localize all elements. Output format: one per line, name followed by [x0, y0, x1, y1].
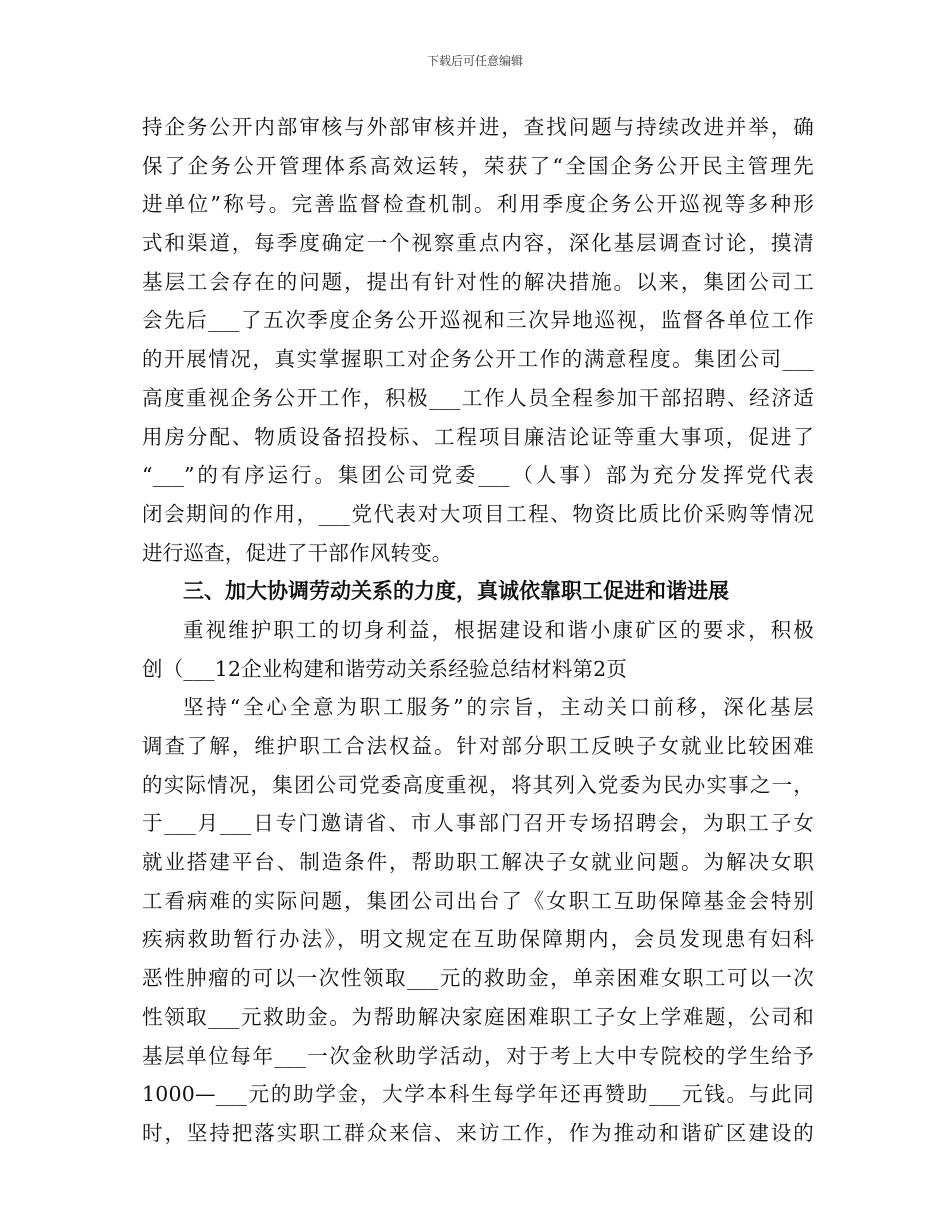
body-line: 工看病难的实际问题，集团公司出台了《女职工互助保障基金会特别 [142, 888, 814, 913]
document-body [142, 108, 814, 1153]
body-line: 重视维护职工的切身利益，根据建设和谐小康矿区的要求，积极 [183, 617, 814, 642]
body-line: 持企务公开内部审核与外部审核并进，查找问题与持续改进并举，确 [142, 115, 814, 139]
body-line: 闭会期间的作用，___党代表对大项目工程、物资比质比价采购等情况 [142, 501, 814, 526]
body-line: 会先后___了五次季度企务公开巡视和三次异地巡视，监督各单位工作 [142, 308, 814, 333]
body-line: 用房分配、物质设备招投标、工程项目廉洁论证等重大事项，促进了 [142, 424, 814, 449]
body-line: 1000—___元的助学金，大学本科生每学年还再赞助___元钱。与此同 [142, 1082, 814, 1107]
body-line: 坚持“全心全意为职工服务”的宗旨，主动关口前移，深化基层 [183, 695, 814, 720]
body-line: 的实际情况，集团公司党委高度重视，将其列入党委为民办实事之一， [142, 772, 814, 797]
body-line: 高度重视企务公开工作，积极___工作人员全程参加干部招聘、经济适 [142, 385, 814, 410]
body-line: 于___月___日专门邀请省、市人事部门召开专场招聘会，为职工子女 [142, 811, 814, 836]
body-line: 的开展情况，真实掌握职工对企务公开工作的满意程度。集团公司___ [142, 347, 814, 372]
section-heading: 三、加大协调劳动关系的力度，真诚依靠职工促进和谐进展 [183, 578, 729, 604]
body-line: 进单位”称号。完善监督检查机制。利用季度企务公开巡视等多种形 [142, 192, 814, 217]
body-line: “___”的有序运行。集团公司党委___（人事）部为充分发挥党代表 [142, 463, 814, 488]
page-header: 下载后可任意编辑 [426, 54, 523, 68]
body-line: 创（___12企业构建和谐劳动关系经验总结材料第2页 [142, 656, 628, 681]
body-line: 性领取___元救助金。为帮助解决家庭困难职工子女上学难题，公司和 [142, 1004, 814, 1029]
body-line: 式和渠道，每季度确定一个视察重点内容，深化基层调查讨论，摸清 [142, 231, 814, 256]
body-line: 时，坚持把落实职工群众来信、来访工作，作为推动和谐矿区建设的 [142, 1120, 814, 1145]
body-line: 恶性肿瘤的可以一次性领取___元的救助金，单亲困难女职工可以一次 [142, 966, 814, 991]
body-line: 基层单位每年___一次金秋助学活动，对于考上大中专院校的学生给予 [142, 1043, 814, 1068]
body-line: 就业搭建平台、制造条件，帮助职工解决子女就业问题。为解决女职 [142, 850, 814, 875]
body-line: 疾病救助暂行办法》，明文规定在互助保障期内，会员发现患有妇科 [142, 927, 814, 952]
body-line: 进行巡查，促进了干部作风转变。 [142, 540, 453, 565]
body-line: 基层工会存在的问题，提出有针对性的解决措施。以来，集团公司工 [142, 269, 814, 294]
body-line: 保了企务公开管理体系高效运转，荣获了“全国企务公开民主管理先 [142, 153, 814, 178]
body-line: 调查了解，维护职工合法权益。针对部分职工反映子女就业比较困难 [142, 734, 814, 758]
